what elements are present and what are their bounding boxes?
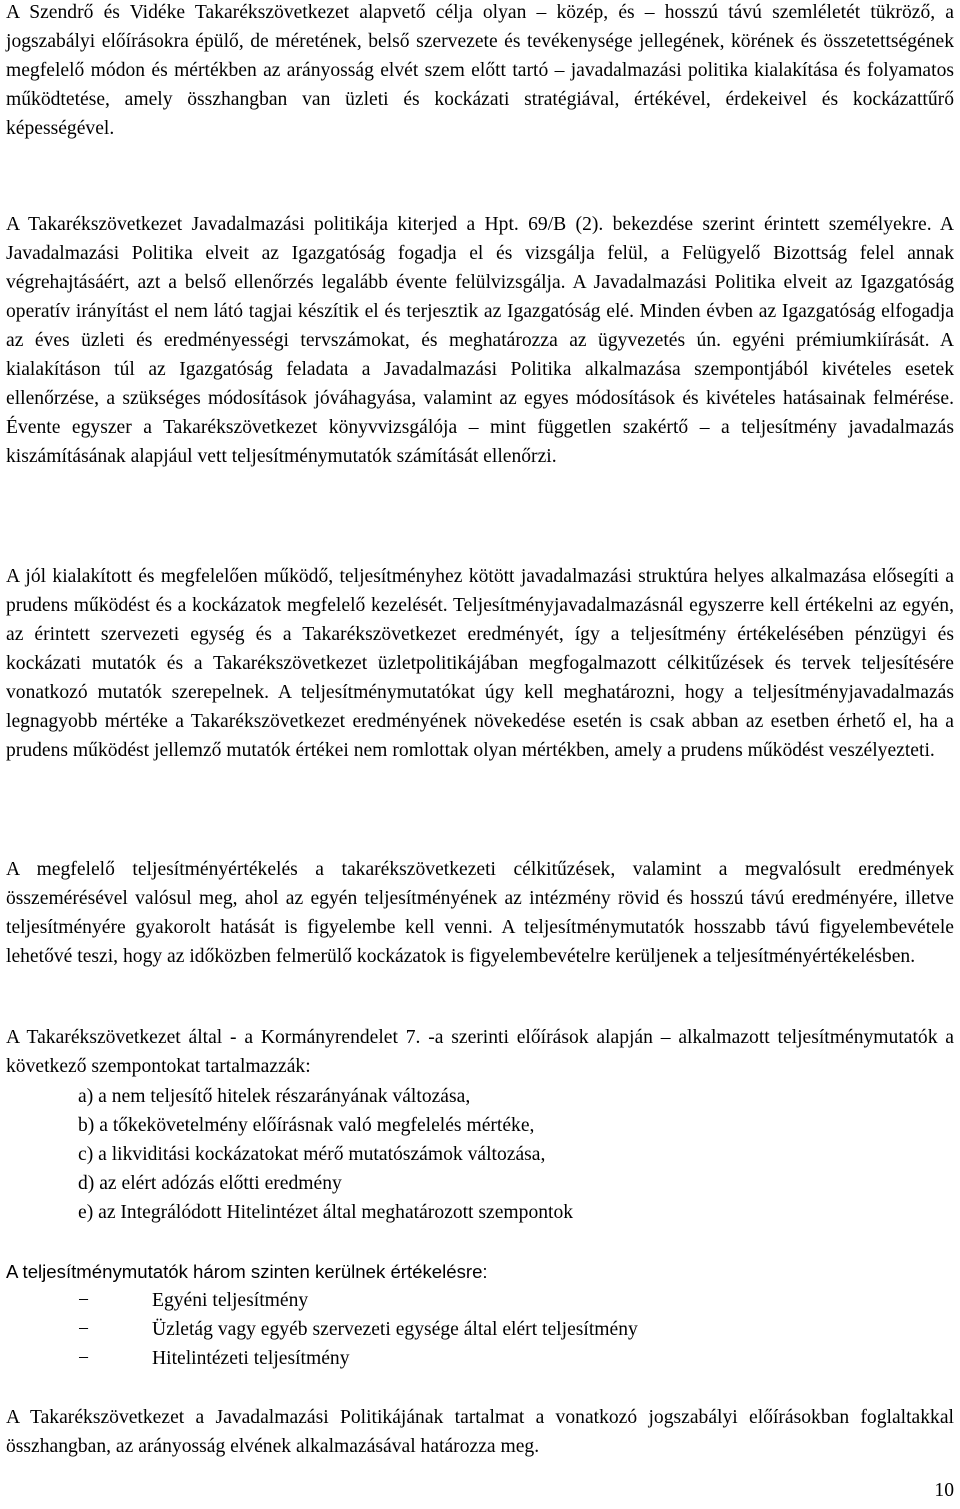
list-item: c) a likviditási kockázatokat mérő mutatószámok változása, bbox=[78, 1144, 546, 1165]
list-item-label: Hitelintézeti teljesítmény bbox=[152, 1348, 350, 1369]
list-item-label: Üzletág vagy egyéb szervezeti egysége által elért teljesítmény bbox=[152, 1319, 638, 1340]
paragraph-performance-structure: A jól kialakított és megfelelően működő, teljesítményhez kötött javadalmazási struktúra helyes alkalmazása elősegíti a prudens működést és a kockázatok megfelelő kezelését. Teljesítményjavadalmazásnál egyszerre kell értékelni az egyén, az érintett szervezeti egység és a Takarékszövetkezet eredményét, így a teljesítmény értékelésében pénzügyi és kockázati mutatók és a Takarékszövetkezet üzletpolitikájában megfogalmazott célkitűzések és tervek teljesítésére vonatkozó mutatók szerepelnek. A teljesítménymutatókat úgy kell meghatározni, hogy a teljesítményjavadalmazás legnagyobb mértéke a Takarékszövetkezet eredményének növekedése esetén is csak abban az esetben érhető el, ha a prudens működést jellemző mutatók értékei nem romlottak olyan mértékben, amely a prudens működést veszélyezteti. bbox=[6, 566, 954, 761]
paragraph-evaluation: A megfelelő teljesítményértékelés a takarékszövetkezeti célkitűzések, valamint a megvalósult eredmények összemérésével valósul meg, ahol az egyén teljesítményének az intézmény rövid és hosszú távú eredményére, illetve teljesítményére gyakorolt hatását is figyelembe kell venni. A teljesítménymutatók hosszabb távú figyelembevétele lehetővé teszi, hogy az időközben felmerülő kockázatok is figyelembevételre kerüljenek a teljesítményértékelésben. bbox=[6, 859, 954, 967]
page-number: 10 bbox=[934, 1480, 954, 1501]
paragraph-conclusion: A Takarékszövetkezet a Javadalmazási Politikájának tartalmat a vonatkozó jogszabályi előírásokban foglaltakkal összhangban, az arányosság elvének alkalmazásával határozza meg. bbox=[6, 1407, 954, 1457]
dash-bullet-icon: − bbox=[78, 1348, 90, 1369]
dash-bullet-icon: − bbox=[78, 1319, 90, 1340]
list-item: e) az Integrálódott Hitelintézet által meghatározott szempontok bbox=[78, 1202, 574, 1223]
list-item: d) az elért adózás előtti eredmény bbox=[78, 1173, 342, 1194]
list-item: a) a nem teljesítő hitelek részarányának változása, bbox=[78, 1086, 471, 1107]
paragraph-indicators-intro: A Takarékszövetkezet által - a Kormányrendelet 7. -a szerinti előírások alapján – alkalmazott teljesítménymutatók a következő szempontokat tartalmazzák: bbox=[6, 1027, 954, 1077]
paragraph-levels-intro: A teljesítménymutatók három szinten kerülnek értékelésre: bbox=[6, 1261, 488, 1282]
paragraph-purpose: A Szendrő és Vidéke Takarékszövetkezet alapvető célja olyan – közép, és – hosszú távú szemléletét tükröző, a jogszabályi előírásokra épülő, de méretének, belső szervezete és tevékenysége jellegének, körének és összetettségének megfelelő módon és mértékben az arányosság elvét szem előtt tartó – javadalmazási politika kialakítása és folyamatos működtetése, amely összhangban van üzleti és kockázati stratégiával, értékével, érdekeivel és kockázattűrő képességével. bbox=[6, 2, 954, 139]
list-item: b) a tőkekövetelmény előírásnak való megfelelés mértéke, bbox=[78, 1115, 535, 1136]
dash-bullet-icon: − bbox=[78, 1290, 90, 1311]
criteria-list bbox=[78, 1082, 573, 1227]
paragraph-scope: A Takarékszövetkezet Javadalmazási politikája kiterjed a Hpt. 69/B (2). bekezdése szerint érintett személyekre. A Javadalmazási Politika elveit az Igazgatóság fogadja el és vizsgálja felül, a Felügyelő Bizottság felel annak végrehajtásáért, azt a belső ellenőrzés legalább évente felülvizsgálja. A Javadalmazási Politika elveit az Igazgatóság operatív irányítást el nem látó tagjai készítik el és terjesztik az Igazgatóság elé. Minden évben az Igazgatóság elfogadja az éves üzleti és eredményességi tervszámokat, és meghatározza az ügyvezetés ún. egyéni prémiumkiírását. A kialakításon túl az Igazgatóság feladata a Javadalmazási Politika alkalmazása szempontjából kivételes esetek ellenőrzése, a szükséges módosítások jóváhagyása, valamint az egyes módosítások és kivételes hatásainak felmérése. Évente egyszer a Takarékszövetkezet könyvvizsgálója – mint független szakértő – a teljesítmény javadalmazás kiszámításának alapjául vett teljesítménymutatók számítását ellenőrzi. bbox=[6, 214, 954, 467]
list-item-label: Egyéni teljesítmény bbox=[152, 1290, 309, 1311]
